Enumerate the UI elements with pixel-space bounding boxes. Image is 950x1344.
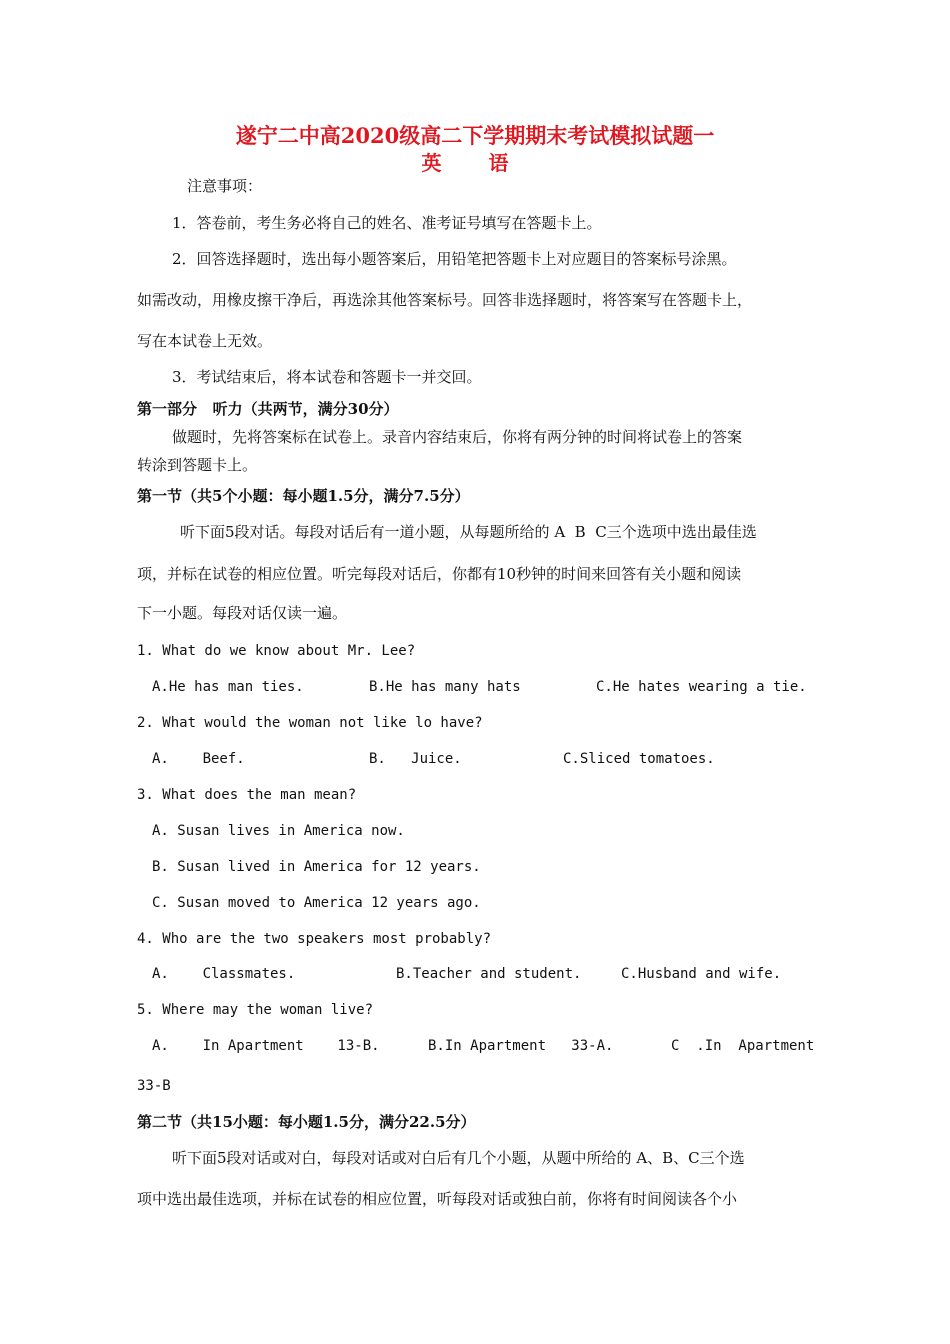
question-5-option-b: B.In Apartment 33-A.	[428, 1038, 614, 1054]
section1-heading: 第一节（共5个小题：每小题1.5分，满分7.5分）	[137, 487, 470, 505]
section2-intro: 听下面5段对话或对白，每段对话或对白后有几个小题，从题中所给的 A、B、C三个选	[172, 1149, 745, 1167]
question-3-option-b: B. Susan lived in America for 12 years.	[152, 859, 481, 875]
notes-heading: 注意事项：	[187, 177, 263, 195]
question-5-option-a: A. In Apartment 13-B.	[152, 1038, 380, 1054]
question-4-stem: 4. Who are the two speakers most probably?	[137, 931, 492, 947]
question-4-option-c: C.Husband and wife.	[621, 966, 782, 982]
note-item-3: 3．考试结束后，将本试卷和答题卡一并交回。	[172, 368, 482, 386]
section1-intro-cont2: 下一小题。每段对话仅读一遍。	[137, 604, 348, 622]
part1-intro: 做题时，先将答案标在试卷上。录音内容结束后，你将有两分钟的时间将试卷上的答案	[172, 428, 743, 446]
question-1-option-c: C.He hates wearing a tie.	[596, 679, 807, 695]
question-1-option-a: A.He has man ties.	[152, 679, 304, 695]
question-4-option-a: A. Classmates.	[152, 966, 296, 982]
question-5-option-c: C .In Apartment	[671, 1038, 815, 1054]
question-2-option-a: A. Beef.	[152, 751, 245, 767]
question-5-option-c-cont: 33-B	[137, 1078, 171, 1094]
section1-intro-cont: 项，并标在试卷的相应位置。听完每段对话后，你都有10秒钟的时间来回答有关小题和阅读	[137, 565, 742, 583]
section1-intro: 听下面5段对话。每段对话后有一道小题，从每题所给的 A B C三个选项中选出最佳选	[180, 523, 757, 541]
exam-title: 遂宁二中高2020级高二下学期期末考试模拟试题一	[235, 123, 715, 148]
question-2-option-b: B. Juice.	[369, 751, 462, 767]
part1-intro-cont: 转涂到答题卡上。	[137, 456, 258, 474]
question-1-option-b: B.He has many hats	[369, 679, 521, 695]
question-3-option-a: A. Susan lives in America now.	[152, 823, 405, 839]
question-3-option-c: C. Susan moved to America 12 years ago.	[152, 895, 481, 911]
note-item-2: 2．回答选择题时，选出每小题答案后，用铅笔把答题卡上对应题目的答案标号涂黑。	[172, 250, 737, 268]
note-item-2-cont2: 写在本试卷上无效。	[137, 332, 273, 350]
question-5-stem: 5. Where may the woman live?	[137, 1002, 374, 1018]
section2-intro-cont: 项中选出最佳选项，并标在试卷的相应位置，听每段对话或独白前，你将有时间阅读各个小	[137, 1190, 738, 1208]
part1-heading: 第一部分 听力（共两节，满分30分）	[137, 400, 399, 418]
question-2-option-c: C.Sliced tomatoes.	[563, 751, 715, 767]
section2-heading: 第二节（共15小题：每小题1.5分，满分22.5分）	[137, 1113, 476, 1131]
question-1-stem: 1. What do we know about Mr. Lee?	[137, 643, 416, 659]
question-4-option-b: B.Teacher and student.	[396, 966, 582, 982]
exam-subject: 英 语	[421, 151, 529, 175]
note-item-1: 1．答卷前，考生务必将自己的姓名、准考证号填写在答题卡上。	[172, 214, 602, 232]
question-2-stem: 2. What would the woman not like lo have?	[137, 715, 483, 731]
question-3-stem: 3. What does the man mean?	[137, 787, 357, 803]
note-item-2-cont: 如需改动，用橡皮擦干净后，再选涂其他答案标号。回答非选择题时，将答案写在答题卡上，	[137, 291, 753, 309]
